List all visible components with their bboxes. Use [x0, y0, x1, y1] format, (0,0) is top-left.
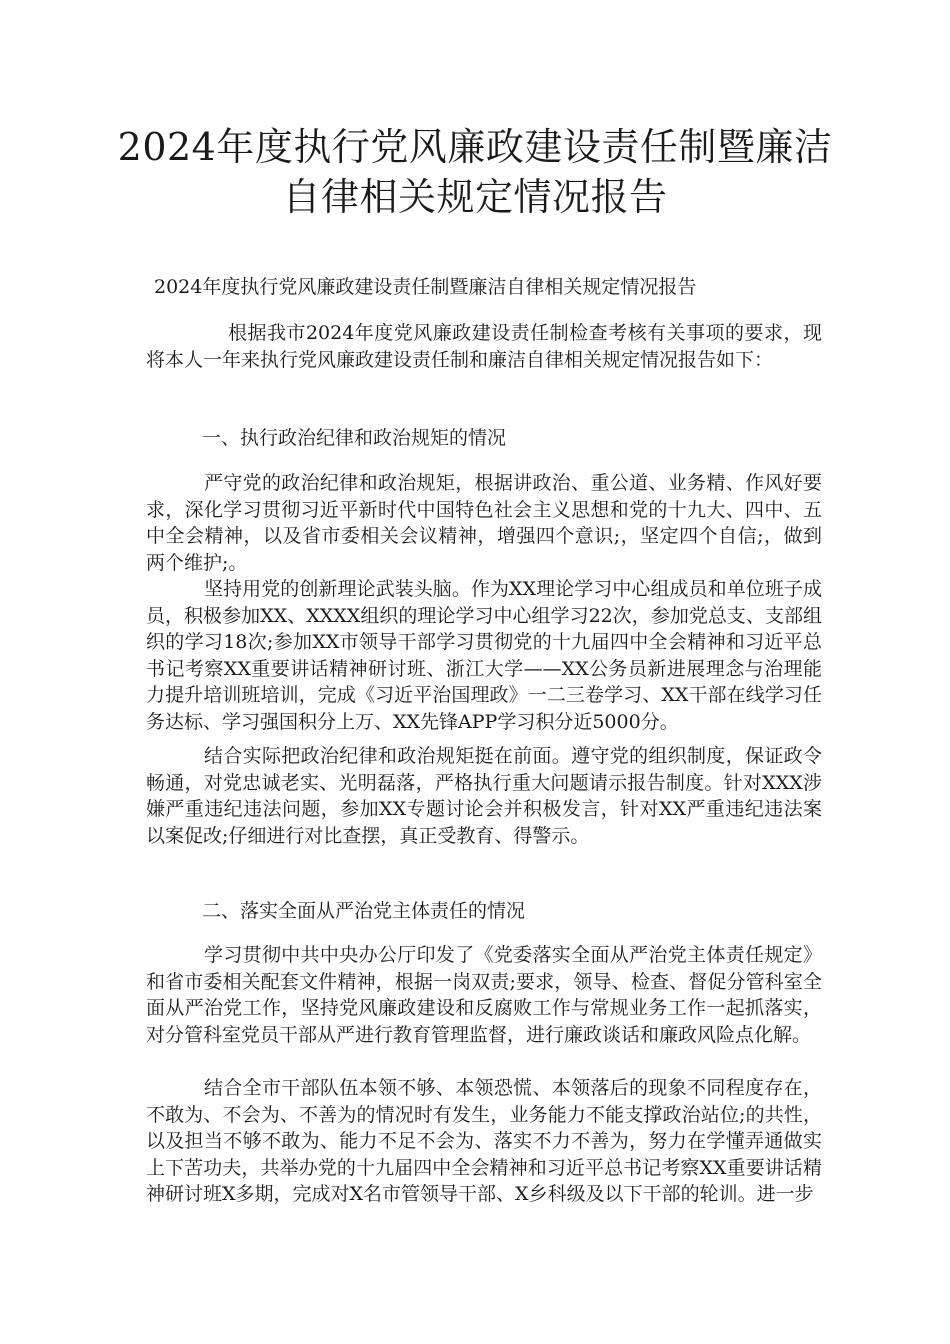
section-1-heading: 一、执行政治纪律和政治规矩的情况 [202, 427, 507, 449]
title-line-2: 自律相关规定情况报告 [282, 175, 668, 219]
section-2-paragraph-1: 学习贯彻中共中央办公厅印发了《党委落实全面从严治党主体责任规定》和省市委相关配套文件精神，根据一岗双责;要求，领导、检查、督促分管科室全面从严治党工作，坚持党风廉政建设和反腐败工作与常规业务工作一起抓落实，对分管科室党员干部从严进行教育管理监督，进行廉政谈话和廉政风险点化解。 [146, 944, 822, 1046]
document-title [60, 122, 890, 222]
section-2-heading: 二、落实全面从严治党主体责任的情况 [202, 900, 526, 922]
section-1-paragraph-1: 严守党的政治纪律和政治规矩，根据讲政治、重公道、业务精、作风好要求，深化学习贯彻习近平新时代中国特色社会主义思想和党的十九大、四中、五中全会精神，以及省市委相关会议精神，增强四个意识;，坚定四个自信;，做到两个维护;。 [146, 472, 822, 574]
section-1-paragraph-3: 结合实际把政治纪律和政治规矩挺在前面。遵守党的组织制度，保证政令畅通，对党忠诚老实、光明磊落，严格执行重大问题请示报告制度。针对XXX涉嫌严重违纪违法问题，参加XX专题讨论会并积极发言，针对XX严重违纪违法案以案促改;仔细进行对比查摆，真正受教育、得警示。 [146, 745, 822, 847]
section-1-paragraph-2: 坚持用党的创新理论武装头脑。作为XX理论学习中心组成员和单位班子成员，积极参加XX、XXXX组织的理论学习中心组学习22次，参加党总支、支部组织的学习18次;参加XX市领导干部学习贯彻党的十九届四中全会精神和习近平总书记考察XX重要讲话精神研讨班、浙江大学——XX公务员新进展理念与治理能力提升培训班培训，完成《习近平治国理政》一二三卷学习、XX干部在线学习任务达标、学习强国积分上万、XX先锋APP学习积分近5000分。 [146, 578, 822, 733]
section-2-paragraph-2: 结合全市干部队伍本领不够、本领恐慌、本领落后的现象不同程度存在，不敢为、不会为、不善为的情况时有发生，业务能力不能支撑政治站位;的共性，以及担当不够不敢为、能力不足不会为、落实不力不善为，努力在学懂弄通做实上下苦功夫，共举办党的十九届四中全会精神和习近平总书记考察XX重要讲话精神研讨班X多期，完成对X名市管领导干部、X乡科级及以下干部的轮训。进一步 [146, 1077, 822, 1205]
intro-paragraph: 根据我市2024年度党风廉政建设责任制检查考核有关事项的要求，现将本人一年来执行党风廉政建设责任制和廉洁自律相关规定情况报告如下： [146, 322, 822, 371]
title-line-1: 2024年度执行党风廉政建设责任制暨廉洁 [117, 125, 833, 169]
document-subtitle: 2024年度执行党风廉政建设责任制暨廉洁自律相关规定情况报告 [154, 276, 697, 298]
